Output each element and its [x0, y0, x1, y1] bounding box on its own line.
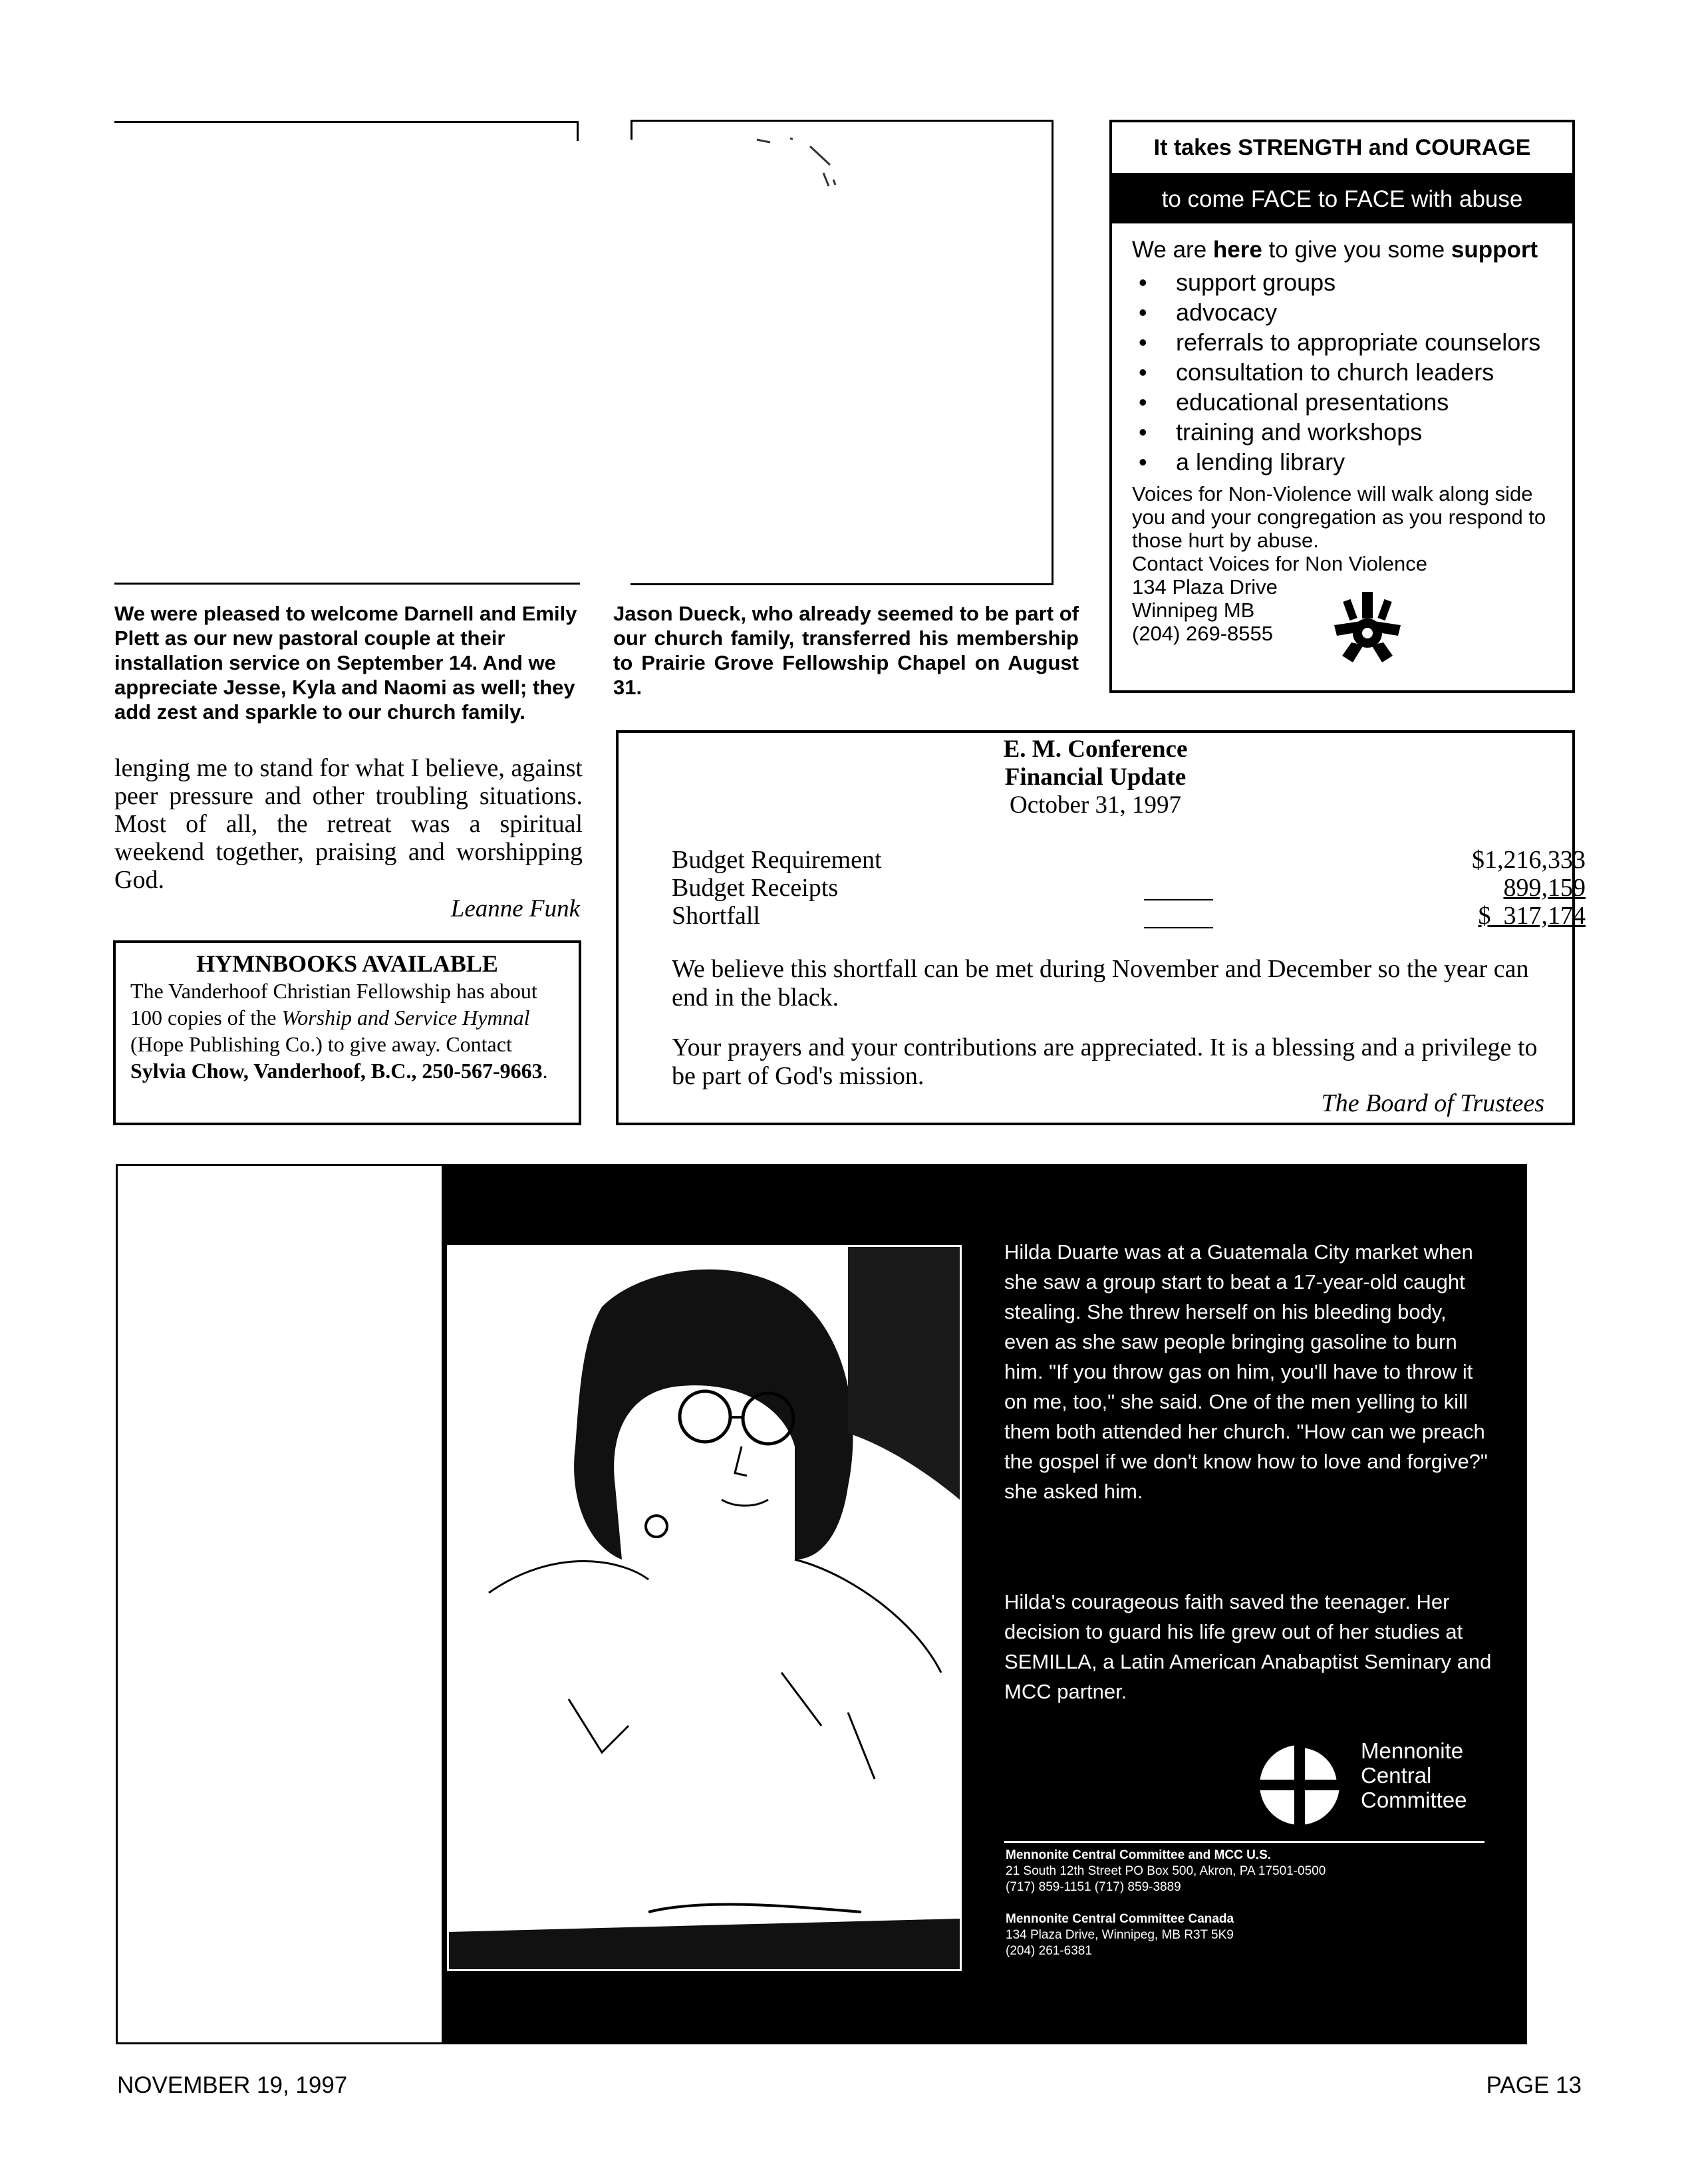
article-text: lenging me to stand for what I believe, against peer pressure and other troubling situations. Most of all, the retreat was a spiritual weekend together, praising and worshipping God. — [114, 754, 583, 894]
receipts-underline-divider — [1144, 899, 1213, 900]
mcc-story-paragraph-1: Hilda Duarte was at a Guatemala City market when she saw a group start to beat a 17-year-old caught stealing. She threw herself on his bleeding body, even as she saw people bringing gasoline to burn him. "If you throw gas on him, you'll have to throw it on me, too," she said. One of the men yelling to kill them both attended her church. "How can we preach the gospel if we don't know how to love and forgive?" she asked him. — [1004, 1240, 1488, 1503]
mcc-ad-left-border-v — [116, 1164, 118, 2044]
financial-paragraph-1: We believe this shortfall can be met during November and December so the year can end in the black. — [672, 955, 1529, 1012]
list-item: • support groups — [1132, 267, 1556, 297]
row-label-budget-receipts: Budget Receipts — [672, 874, 839, 902]
abuse-box-phone: (204) 269-8555 — [1132, 622, 1273, 645]
footer-date: NOVEMBER 19, 1997 — [117, 2072, 348, 2098]
mcc-logo-line-2: Central — [1361, 1763, 1432, 1788]
hymnbooks-title: HYMNBOOKS AVAILABLE — [196, 950, 498, 977]
mcc-logo-text — [1361, 1738, 1467, 1812]
financial-signature: The Board of Trustees — [1321, 1089, 1544, 1117]
mcc-canada-address: 134 Plaza Drive, Winnipeg, MB R3T 5K9 — [1006, 1928, 1234, 1942]
hymnbooks-text: The Vanderhoof Christian Fellowship has about 100 copies of the Worship and Service Hymnal (Hope Publishing Co.) to give away. Contact Sylvia Chow, Vanderhoof, B.C., 250-567-9663. — [130, 979, 548, 1083]
photo-pastoral-couple — [114, 121, 580, 587]
abuse-box-intro: We are here to give you some support — [1132, 237, 1538, 263]
footer-page-number: PAGE 13 — [1486, 2072, 1582, 2098]
portrait-illustration — [449, 1247, 960, 1969]
financial-paragraph-2: Your prayers and your contributions are appreciated. It is a blessing and a privilege to be part of God's mission. — [672, 1033, 1538, 1090]
caption-pastoral-couple: We were pleased to welcome Darnell and Emily Plett as our new pastoral couple at their installation service on September 14. And we appreciate Jesse, Kyla and Naomi as well; they add zest and sparkle to our church family. — [114, 602, 577, 724]
value-shortfall: $ 317,174 — [1478, 902, 1586, 930]
abuse-box-subheader: to come FACE to FACE with abuse — [1112, 176, 1572, 223]
list-item: • a lending library — [1132, 447, 1556, 477]
list-item: • training and workshops — [1132, 417, 1556, 447]
abuse-support-box — [1109, 120, 1575, 693]
photo-speckle-marks — [750, 133, 857, 213]
abuse-box-city: Winnipeg MB — [1132, 599, 1255, 622]
photo-jason-dueck — [631, 120, 1054, 585]
article-author: Leanne Funk — [450, 895, 580, 922]
mcc-logo-line-1: Mennonite — [1361, 1738, 1464, 1763]
mcc-us-phone: (717) 859-1151 (717) 859-3889 — [1006, 1880, 1181, 1894]
photo-hilda-duarte — [447, 1245, 962, 1971]
mcc-logo-icon — [1253, 1738, 1346, 1832]
value-budget-requirement: $1,216,333 — [1472, 846, 1586, 874]
financial-update-box — [616, 730, 1586, 1125]
mcc-story-paragraph-2: Hilda's courageous faith saved the teenager. Her decision to guard his life grew out of her studies at SEMILLA, a Latin American Anabaptist Seminary and MCC partner. — [1004, 1590, 1492, 1703]
list-item: • educational presentations — [1132, 387, 1556, 417]
mcc-us-name: Mennonite Central Committee and MCC U.S. — [1006, 1848, 1272, 1862]
mcc-ad-left-border — [116, 1164, 443, 1166]
mcc-canada-contact — [1006, 1911, 1484, 1959]
mcc-divider — [1004, 1841, 1484, 1843]
abuse-box-description: Voices for Non-Violence will walk along side you and your congregation as you respond to those hurt by abuse. — [1132, 482, 1546, 552]
value-budget-receipts: 899,159 — [1503, 874, 1586, 902]
row-label-budget-requirement: Budget Requirement — [672, 846, 882, 874]
abuse-box-header: It takes STRENGTH and COURAGE — [1112, 122, 1572, 176]
hymnbooks-box — [113, 940, 581, 1125]
financial-org: E. M. Conference — [1003, 736, 1188, 763]
support-services-list — [1132, 267, 1556, 477]
financial-title: Financial Update — [1004, 763, 1187, 791]
list-item: • advocacy — [1132, 297, 1556, 327]
list-item: • referrals to appropriate counselors — [1132, 327, 1556, 357]
caption-jason-dueck: Jason Dueck, who already seemed to be part of our church family, transferred his membership to Prairie Grove Fellowship Chapel on August 31. — [613, 602, 1079, 699]
mcc-logo-line-3: Committee — [1361, 1788, 1467, 1812]
list-item: • consultation to church leaders — [1132, 357, 1556, 387]
abuse-box-address: 134 Plaza Drive — [1132, 575, 1278, 599]
shortfall-double-underline — [1144, 927, 1213, 928]
row-label-shortfall: Shortfall — [672, 902, 760, 930]
mcc-us-address: 21 South 12th Street PO Box 500, Akron, PA 17501-0500 — [1006, 1864, 1326, 1878]
financial-date: October 31, 1997 — [1010, 791, 1181, 819]
mcc-ad-bottom-border — [116, 2042, 443, 2044]
mcc-us-contact — [1006, 1847, 1484, 1895]
abuse-box-contact-label: Contact Voices for Non Violence — [1132, 552, 1428, 575]
mcc-canada-phone: (204) 261-6381 — [1006, 1944, 1092, 1958]
mcc-canada-name: Mennonite Central Committee Canada — [1006, 1912, 1234, 1926]
voices-nonviolence-logo-icon — [1328, 592, 1407, 665]
